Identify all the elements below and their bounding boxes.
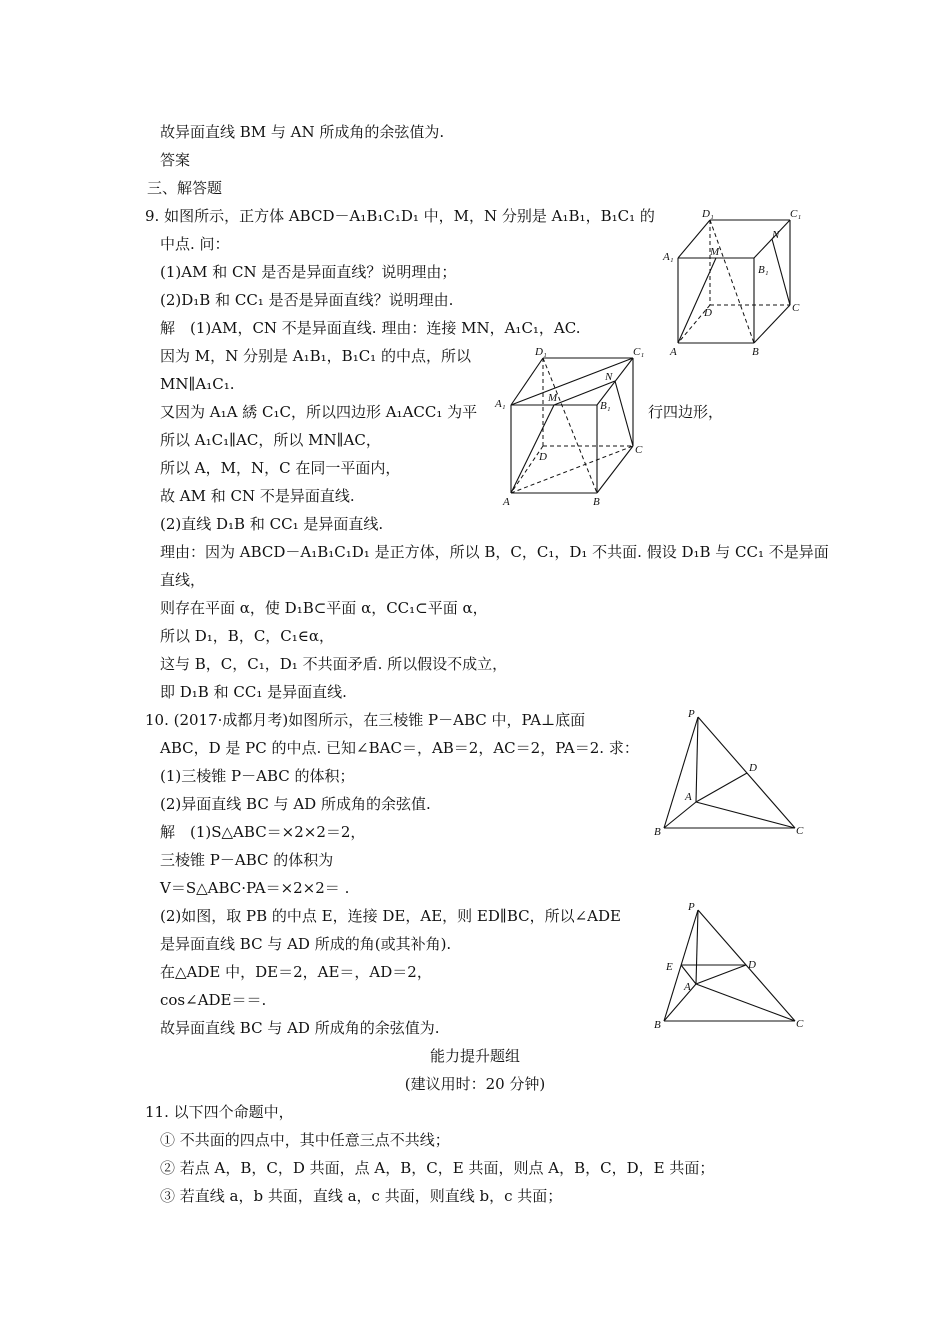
point-label-b1: B₁ [600,400,611,412]
point-label-m: M [548,392,558,404]
solution-line: 则存在平面 α，使 D₁B⊂平面 α，CC₁⊂平面 α， [160,599,488,617]
solution-line: 三棱锥 P－ABC 的体积为 [160,851,334,869]
point-label-d1: D₁ [535,346,547,358]
solution-line: MN∥A₁C₁. [160,375,235,393]
problem-11-statement: 11. 以下四个命题中， [145,1103,294,1121]
text-line: 中点. 问： [160,235,230,253]
tetrahedron-figure [650,705,815,840]
point-label-c: C [796,825,804,837]
cube-figure-solution [493,343,653,508]
problem-10-statement: 10. (2017·成都月考)如图所示，在三棱锥 P－ABC 中，PA⊥底面 [145,711,586,729]
group-title: 能力提升题组 [429,1047,520,1065]
point-label-m: M [710,246,720,258]
text-line: 答案 [160,151,191,169]
point-label-a: A [684,981,691,993]
point-label-c: C [635,444,643,456]
point-label-b: B [752,346,759,358]
solution-line: 直线， [160,571,206,589]
solution-line: (2)直线 D₁B 和 CC₁ 是异面直线. [160,515,384,533]
point-label-d1: D₁ [702,208,714,220]
point-label-a1: A₁ [495,398,506,410]
point-label-c: C [792,302,800,314]
point-label-b: B [593,496,600,508]
solution-line: 这与 B，C，C₁，D₁ 不共面矛盾. 所以假设不成立， [160,655,508,673]
point-label-c1: C₁ [633,346,645,358]
question-item: (2)异面直线 BC 与 AD 所成角的余弦值. [160,795,431,813]
solution-line: 所以 A₁C₁∥AC，所以 MN∥AC， [160,431,381,449]
point-label-d: D [748,959,756,971]
point-label-a: A [503,496,510,508]
point-label-e: E [666,961,673,973]
solution-line-continued: 行四边形， [648,403,724,421]
proposition-item: ③ 若直线 a，b 共面，直线 a，c 共面，则直线 b，c 共面； [160,1187,563,1205]
solution-line: 所以 D₁，B，C，C₁∈α， [160,627,335,645]
solution-line: (2)如图，取 PB 的中点 E，连接 DE，AE，则 ED∥BC，所以∠ADE [160,907,621,925]
solution-line: 理由：因为 ABCD－A₁B₁C₁D₁ 是正方体，所以 B，C，C₁，D₁ 不共面. 假设 D₁B 与 CC₁ 不是异面 [160,543,829,561]
question-item: (1)三棱锥 P－ABC 的体积； [160,767,355,785]
solution-line: 故 AM 和 CN 不是异面直线. [160,487,355,505]
point-label-d: D [704,307,712,319]
question-item: (2)D₁B 和 CC₁ 是否是异面直线？说明理由. [160,291,454,309]
point-label-n: N [605,371,613,383]
question-item: (1)AM 和 CN 是否是异面直线？说明理由； [160,263,457,281]
text-line: ABC，D 是 PC 的中点. 已知∠BAC＝，AB＝2，AC＝2，PA＝2. 求： [160,739,639,757]
point-label-c1: C₁ [790,208,802,220]
section-heading: 三、解答题 [147,179,223,197]
solution-line: 即 D₁B 和 CC₁ 是异面直线. [160,683,347,701]
point-label-c: C [796,1018,804,1030]
solution-line: 是异面直线 BC 与 AD 所成的角(或其补角). [160,935,452,953]
suggested-time: (建议用时：20 分钟) [404,1075,546,1093]
point-label-b1: B₁ [758,264,769,276]
solution-line: 解 (1)S△ABC＝×2×2＝2， [160,823,366,841]
point-label-p: P [688,708,695,720]
point-label-a: A [685,791,692,803]
solution-line: cos∠ADE＝＝. [160,991,267,1009]
point-label-n: N [772,229,780,241]
solution-line: 故异面直线 BC 与 AD 所成角的余弦值为. [160,1019,440,1037]
point-label-b: B [654,1019,661,1031]
point-label-p: P [688,901,695,913]
point-label-d: D [749,762,757,774]
solution-line: 所以 A，M，N，C 在同一平面内， [160,459,401,477]
solution-line: 在△ADE 中，DE＝2，AE＝，AD＝2， [160,963,432,981]
text-line: 故异面直线 BM 与 AN 所成角的余弦值为. [160,123,445,141]
solution-line: 解 (1)AM，CN 不是异面直线. 理由：连接 MN，A₁C₁，AC. [160,319,581,337]
solution-line: V＝S△ABC·PA＝×2×2＝ . [160,879,350,897]
proposition-item: ① 不共面的四点中，其中任意三点不共线； [160,1131,450,1149]
point-label-d: D [539,451,547,463]
point-label-b: B [654,826,661,838]
point-label-a1: A₁ [663,251,674,263]
tetrahedron-figure-solution [650,898,815,1033]
cube-figure [660,205,820,360]
solution-line: 因为 M，N 分别是 A₁B₁，B₁C₁ 的中点，所以 [160,347,471,365]
problem-9-statement: 9. 如图所示，正方体 ABCD－A₁B₁C₁D₁ 中，M，N 分别是 A₁B₁，B₁C₁ 的 [145,207,655,225]
point-label-a: A [670,346,677,358]
solution-line: 又因为 A₁A 綉 C₁C，所以四边形 A₁ACC₁ 为平 [160,403,478,421]
proposition-item: ② 若点 A，B，C，D 共面，点 A，B，C，E 共面，则点 A，B，C，D，E 共面； [160,1159,715,1177]
